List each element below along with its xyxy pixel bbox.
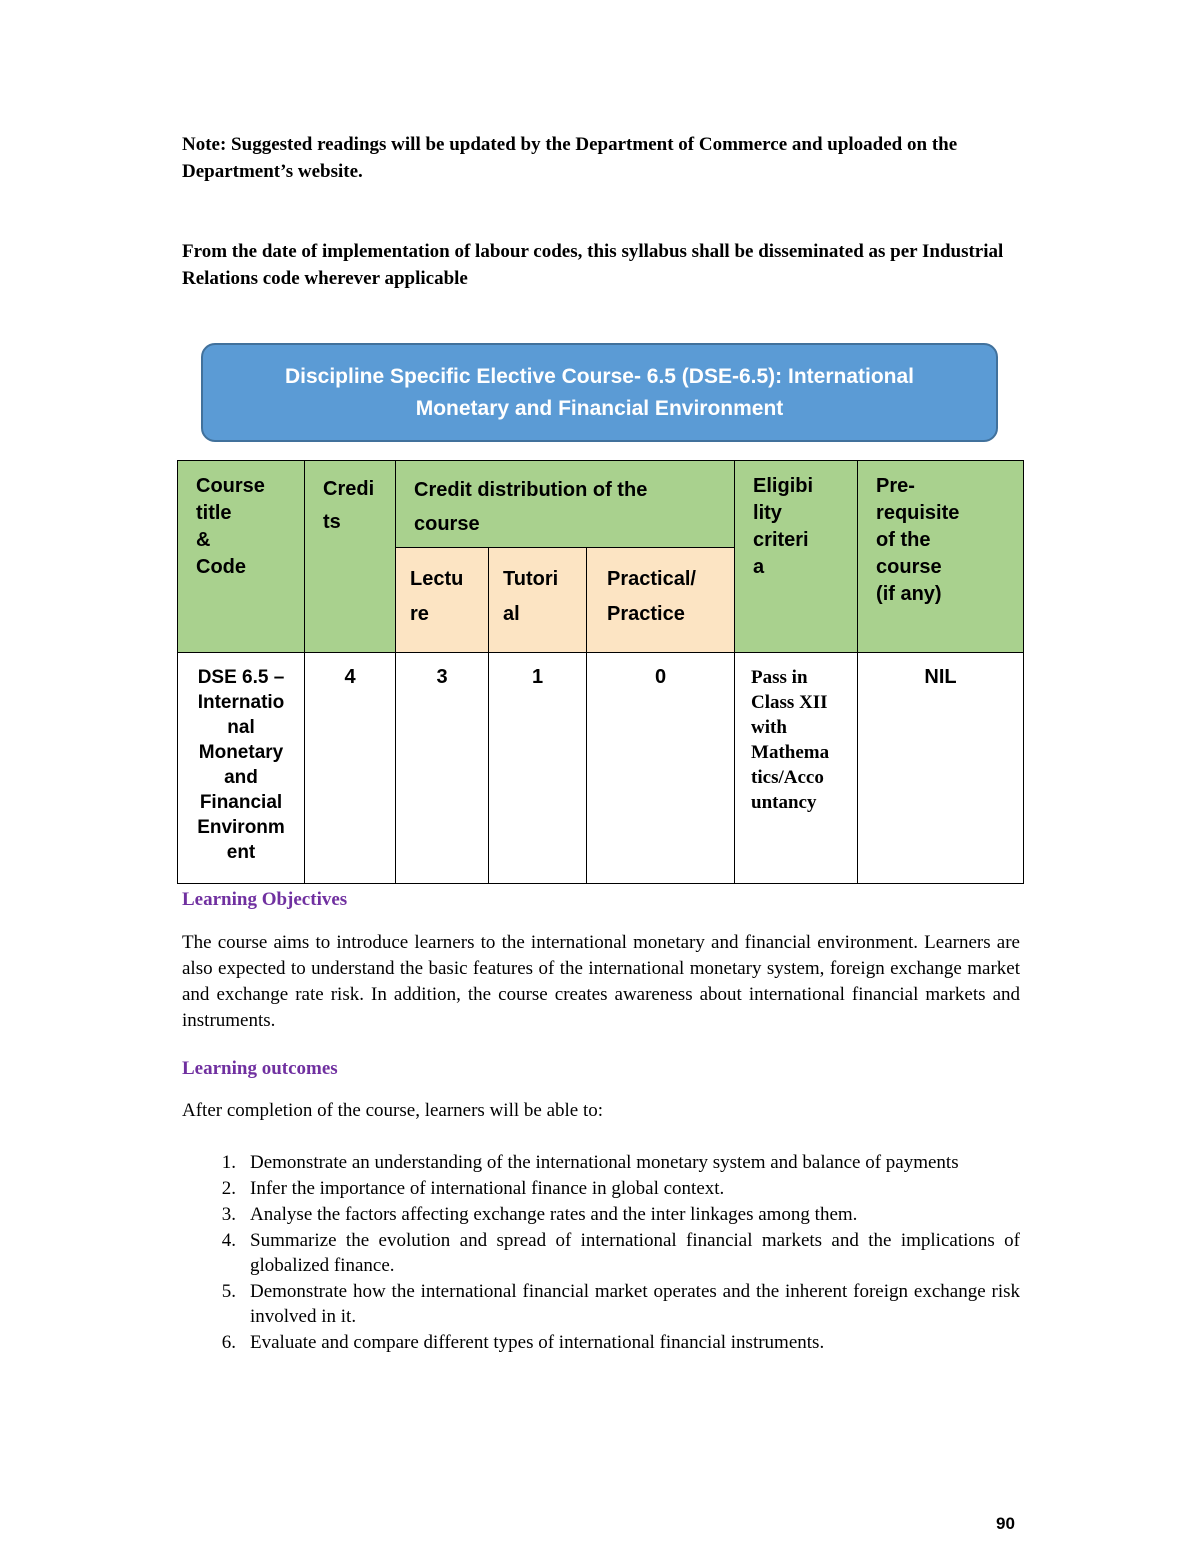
cell-practical: 0 [587,653,735,884]
labour-codes-note: From the date of implementation of labour codes, this syllabus shall be disseminated as per Industrial Relations code wherever applicable [182,241,1004,289]
cell-credits: 4 [305,653,396,884]
header-prerequisite: Pre- requisite of the course (if any) [858,461,1024,653]
course-title-banner [201,343,998,442]
header-course-title: Course title & Code [178,461,305,653]
banner-title [240,361,960,425]
header-credits: Credi ts [305,461,396,653]
banner-line-2: Monetary and Financial Environment [415,396,784,420]
header-lecture: Lectu re [396,548,489,653]
banner-line-1: Discipline Specific Elective Course- 6.5 (DSE-6.5): International [284,364,914,388]
list-item: 6. Evaluate and compare different types of international financial instruments. [221,1332,825,1353]
header-practical: Practical/ Practice [587,548,735,653]
header-tutorial: Tutori al [489,548,587,653]
readings-note: Note: Suggested readings will be updated by the Department of Commerce and uploaded on the Department’s website. [182,134,958,182]
list-item: 2. Infer the importance of international finance in global context. [221,1178,725,1199]
list-item: 4. Summarize the evolution and spread of international financial markets and the implications of globalized finance. [221,1230,1020,1276]
learning-objectives-text: The course aims to introduce learners to the international monetary and financial environment. Learners are also expected to understand the basic features of the international monetary system, foreign exchange market and exchange rate risk. In addition, the course creates awareness about international financial markets and instruments. [182,932,1020,1031]
learning-objectives-heading: Learning Objectives [182,889,348,910]
table-row [178,653,1024,884]
list-item: 3. Analyse the factors affecting exchange rates and the inter linkages among them. [221,1204,858,1225]
list-item: 1. Demonstrate an understanding of the international monetary system and balance of payments [221,1152,959,1173]
table-header-row [178,461,1024,548]
learning-outcomes-intro: After completion of the course, learners will be able to: [182,1100,604,1121]
learning-outcomes-list [182,1150,1020,1356]
cell-eligibility: Pass in Class XII with Mathema tics/Acco untancy [735,653,858,884]
learning-outcomes-heading: Learning outcomes [182,1058,338,1079]
header-credit-distribution: Credit distribution of the course [396,461,735,548]
list-item: 5. Demonstrate how the international financial market operates and the inherent foreign exchange risk involved in it. [221,1281,1020,1327]
cell-tutorial: 1 [489,653,587,884]
cell-lecture: 3 [396,653,489,884]
header-eligibility: Eligibi lity criteri a [735,461,858,653]
cell-course: DSE 6.5 – Internatio nal Monetary and Financial Environm ent [178,653,305,884]
cell-prerequisite: NIL [858,653,1024,884]
credit-distribution-table [177,460,1024,884]
page-number: 90 [996,1514,1015,1533]
